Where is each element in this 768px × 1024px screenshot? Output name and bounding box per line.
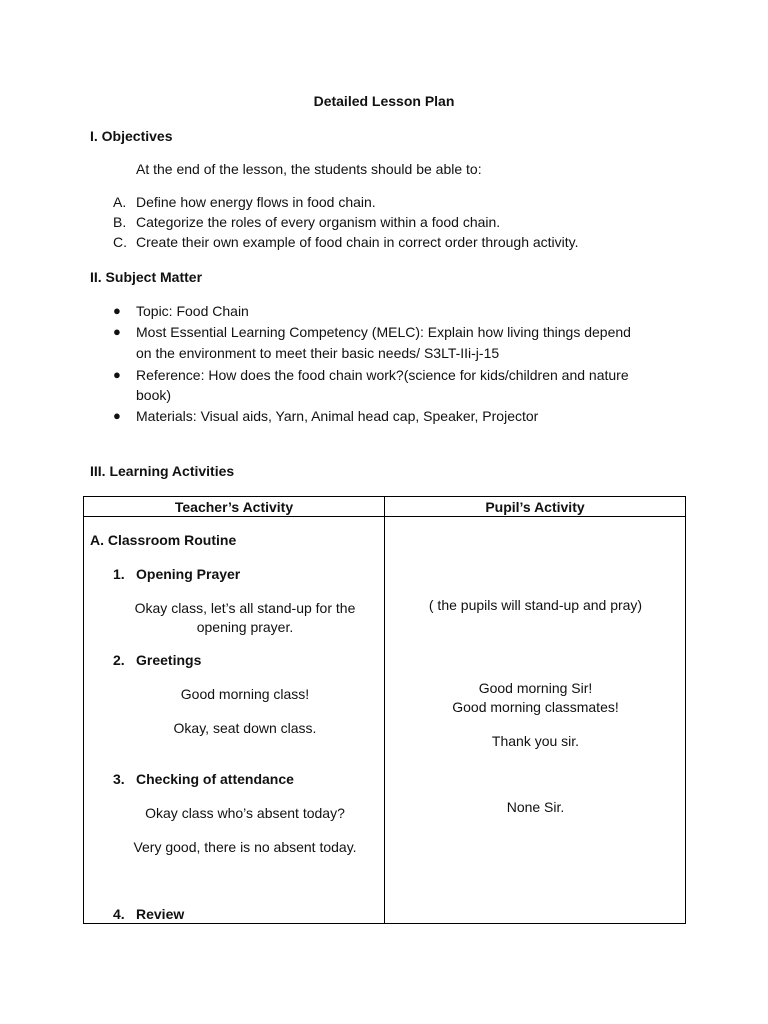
learning-activities-heading: III. Learning Activities bbox=[90, 463, 235, 479]
step-number: 2. bbox=[113, 652, 125, 668]
teacher-seat-instruction: Okay, seat down class. bbox=[173, 720, 317, 736]
list-item-text: on the environment to meet their basic needs/ S3LT-IIi-j-15 bbox=[136, 345, 500, 361]
step-number: 4. bbox=[113, 906, 125, 922]
step-number: 3. bbox=[113, 771, 125, 787]
table-header-row bbox=[84, 497, 686, 517]
teacher-greeting: Good morning class! bbox=[180, 686, 310, 702]
bullet-icon: ● bbox=[113, 408, 121, 423]
pupil-greeting-sir: Good morning Sir! bbox=[478, 680, 593, 696]
teacher-absent-question: Okay class who’s absent today? bbox=[145, 805, 345, 821]
step-title-opening-prayer: Opening Prayer bbox=[136, 566, 241, 582]
bullet-icon: ● bbox=[113, 324, 121, 339]
list-item-label: B. bbox=[113, 214, 127, 230]
list-item-text: Materials: Visual aids, Yarn, Animal head cap, Speaker, Projector bbox=[136, 408, 539, 424]
objectives-intro: At the end of the lesson, the students should be able to: bbox=[136, 161, 482, 177]
list-item-text: Reference: How does the food chain work?(science for kids/children and nature bbox=[136, 367, 629, 383]
pupil-none-absent: None Sir. bbox=[506, 799, 565, 815]
list-item-label: A. bbox=[113, 194, 127, 210]
section-a-heading: A. Classroom Routine bbox=[90, 532, 237, 548]
list-item-label: C. bbox=[113, 234, 127, 250]
teacher-activity-cell bbox=[84, 517, 385, 924]
bullet-icon: ● bbox=[113, 367, 121, 382]
pupil-prayer: ( the pupils will stand-up and pray) bbox=[428, 597, 643, 613]
bullet-icon: ● bbox=[113, 303, 121, 318]
subject-matter-heading: II. Subject Matter bbox=[90, 269, 203, 285]
list-item-text: Create their own example of food chain in correct order through activity. bbox=[136, 234, 579, 250]
column-header-pupil: Pupil’s Activity bbox=[385, 497, 686, 517]
list-item-text: Topic: Food Chain bbox=[136, 303, 249, 319]
list-item-text: Categorize the roles of every organism within a food chain. bbox=[136, 214, 501, 230]
step-title-review: Review bbox=[136, 906, 185, 922]
document-title: Detailed Lesson Plan bbox=[313, 93, 455, 109]
column-header-teacher: Teacher’s Activity bbox=[84, 497, 385, 517]
pupil-activity-cell bbox=[385, 517, 686, 924]
table-row bbox=[84, 517, 686, 924]
list-item-text: Most Essential Learning Competency (MELC): Explain how living things depend bbox=[136, 324, 631, 340]
objectives-heading: I. Objectives bbox=[90, 128, 173, 144]
activities-table bbox=[83, 496, 686, 924]
step-number: 1. bbox=[113, 566, 125, 582]
teacher-prayer-line: Okay class, let’s all stand-up for the bbox=[134, 600, 356, 616]
pupil-greeting-classmates: Good morning classmates! bbox=[452, 699, 619, 715]
step-title-attendance: Checking of attendance bbox=[136, 771, 294, 787]
step-title-greetings: Greetings bbox=[136, 652, 202, 668]
teacher-prayer-line: opening prayer. bbox=[196, 619, 294, 635]
list-item-text: Define how energy flows in food chain. bbox=[136, 194, 376, 210]
pupil-thanks: Thank you sir. bbox=[491, 733, 580, 749]
list-item-text: book) bbox=[136, 387, 172, 403]
teacher-no-absent: Very good, there is no absent today. bbox=[133, 839, 357, 855]
